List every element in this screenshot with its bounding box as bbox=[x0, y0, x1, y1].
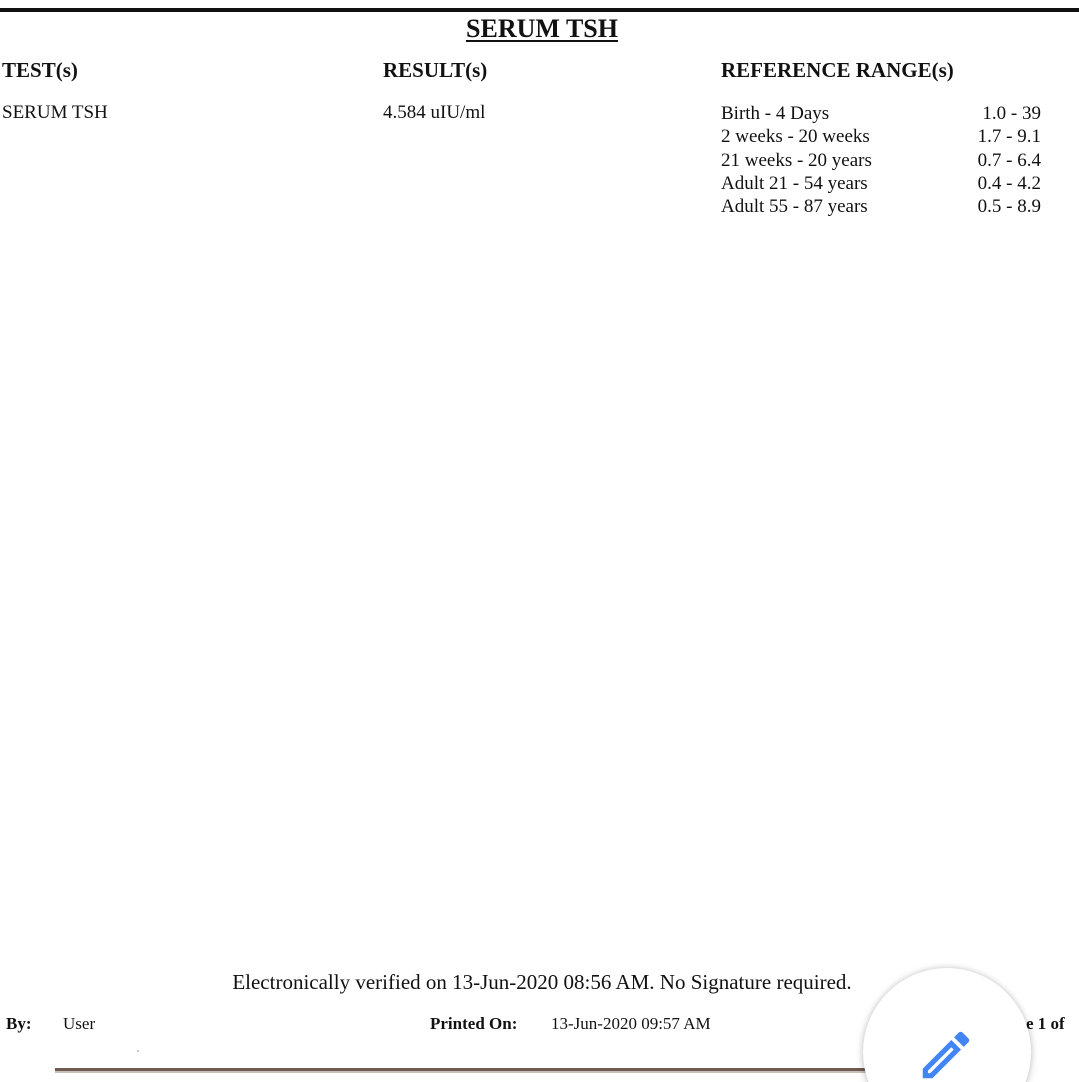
reference-range-row bbox=[721, 125, 1051, 148]
footer-by-value: User bbox=[63, 1014, 96, 1033]
footer-by-label: By: bbox=[6, 1014, 32, 1033]
reference-range-value: 1.0 - 39 bbox=[982, 103, 1041, 124]
verification-note: Electronically verified on 13-Jun-2020 08:56 AM. No Signature required. bbox=[232, 970, 852, 994]
footer-printed-on-value: 13-Jun-2020 09:57 AM bbox=[551, 1014, 711, 1033]
reference-range-row bbox=[721, 195, 1051, 218]
top-divider bbox=[0, 8, 1079, 12]
reference-age-group: 2 weeks - 20 weeks bbox=[721, 126, 870, 148]
reference-age-group: Adult 21 - 54 years bbox=[721, 172, 868, 194]
header-reference-range: REFERENCE RANGE(s) bbox=[721, 58, 954, 82]
reference-age-group: Adult 55 - 87 years bbox=[721, 196, 868, 218]
header-test: TEST(s) bbox=[2, 58, 78, 82]
footer-printed-on-label: Printed On: bbox=[430, 1014, 518, 1033]
pencil-icon bbox=[915, 1024, 977, 1082]
footer-page-number: e 1 of bbox=[1026, 1014, 1065, 1033]
reference-range-value: 1.7 - 9.1 bbox=[977, 126, 1041, 148]
reference-range-table bbox=[721, 102, 1051, 218]
test-result: 4.584 uIU/ml bbox=[383, 102, 486, 123]
reference-age-group: 21 weeks - 20 years bbox=[721, 149, 872, 171]
reference-range-value: 0.4 - 4.2 bbox=[977, 172, 1041, 194]
header-result: RESULT(s) bbox=[383, 58, 488, 82]
reference-range-row bbox=[721, 172, 1051, 195]
test-name: SERUM TSH bbox=[2, 102, 108, 123]
reference-range-value: 0.5 - 8.9 bbox=[977, 196, 1041, 218]
reference-range-row bbox=[721, 102, 1051, 125]
bottom-divider-shadow bbox=[55, 1071, 935, 1073]
reference-range-row bbox=[721, 149, 1051, 172]
reference-range-value: 0.7 - 6.4 bbox=[977, 149, 1041, 171]
reference-age-group: Birth - 4 Days bbox=[721, 103, 830, 124]
report-title: SERUM TSH bbox=[466, 14, 618, 43]
scan-speck bbox=[137, 1050, 139, 1052]
